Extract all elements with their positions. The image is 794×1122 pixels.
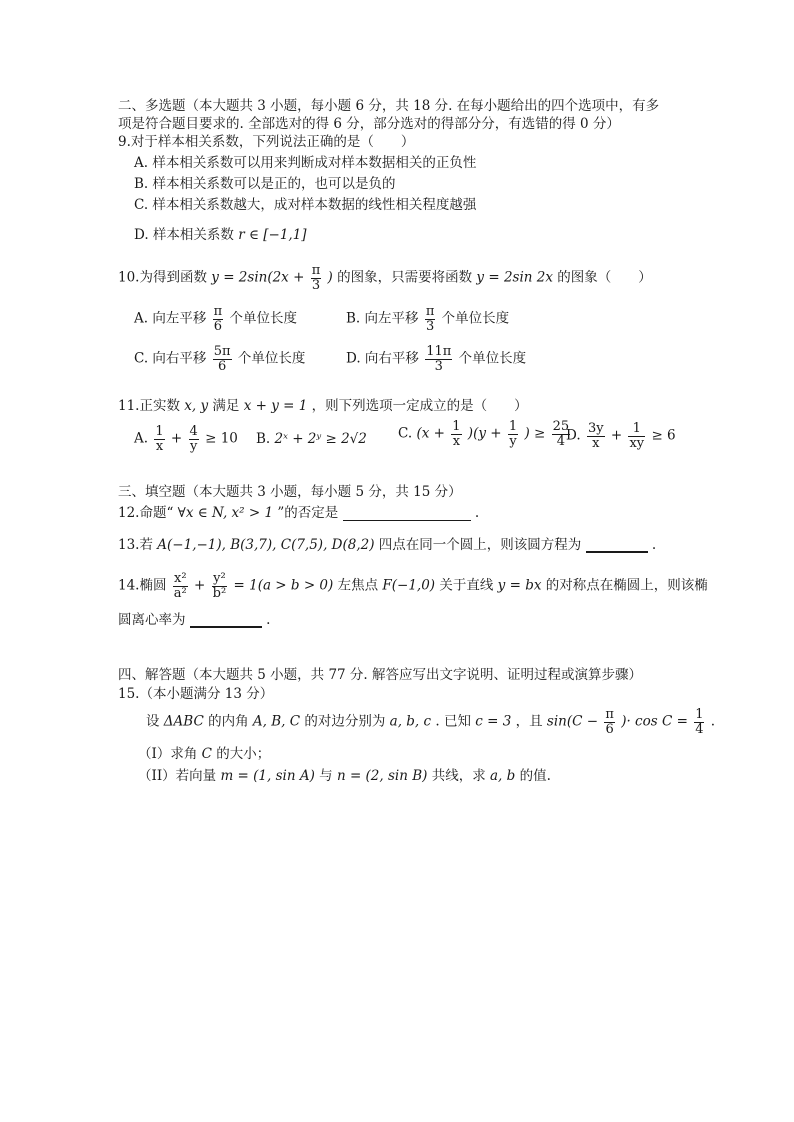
q15-rhs-fraction (694, 708, 704, 736)
q15-stem (146, 708, 715, 736)
q10-suffix: 的图象（ ） (557, 269, 652, 286)
q12-suffix: ”的否定是 (277, 505, 339, 521)
q15-part1-a: （I）求角 (138, 746, 198, 762)
q9-stem: 9.对于样本相关系数，下列说法正确的是（ ） (118, 134, 415, 150)
q10-a-den: 6 (213, 318, 223, 334)
q10-d-den: 3 (434, 358, 443, 374)
q15-sides: a, b, c (389, 713, 432, 730)
q11-c-label: C. (398, 425, 413, 442)
q10-b-label: B. 向左平移 (346, 310, 419, 327)
q10-b-unit: 个单位长度 (441, 310, 510, 327)
q11-option-a (134, 425, 238, 453)
q15-part2-vars: a, b (490, 768, 516, 784)
q9-option-d-prefix: D. 样本相关系数 (134, 227, 234, 243)
q10-d-num: 11π (426, 344, 452, 359)
q10-stem (118, 264, 652, 292)
q11-d-n2: 1 (628, 422, 645, 437)
q10-middle: 的图象，只需要将函数 (337, 269, 473, 286)
q14-mid2: 关于直线 (439, 577, 494, 594)
q15-vec-n: n = (2, sin B) (336, 768, 428, 784)
q11-a-plus: + (170, 430, 183, 447)
section2-header-line2: 项是符合题目要求的. 全部选对的得 6 分，部分选对的得部分分，有选错的得 0 分） (118, 116, 620, 132)
q9-option-d-math: r ∈ [−1,1] (238, 227, 307, 243)
q11-a-rest: ≥ 10 (205, 430, 238, 447)
q10-func1-b: ) (327, 269, 333, 286)
q10-d-label: D. 向右平移 (346, 350, 419, 367)
q14-n2: y² (213, 571, 226, 586)
q11-d-plus: + (610, 427, 623, 444)
q10-a-label: A. 向左平移 (134, 310, 207, 327)
q15-stem-a: 设 (146, 713, 160, 730)
q11-stem-b: 满足 (212, 398, 240, 414)
q10-option-a (134, 305, 297, 333)
q10-b-den: 3 (425, 318, 435, 334)
q15-expr-den: 6 (605, 721, 614, 737)
q10-d-fraction (425, 345, 452, 373)
q10-option-b (346, 305, 509, 333)
q11-d-frac1 (587, 422, 605, 450)
q14-prefix: 14.椭圆 (118, 577, 167, 594)
q11-option-b (256, 431, 367, 447)
q15-angles: A, B, C (252, 713, 301, 730)
q13 (118, 537, 656, 553)
q10-c-fraction (213, 345, 232, 373)
q9-option-a: A. 样本相关系数可以用来判断成对样本数据相关的正负性 (134, 155, 477, 171)
q10-b-fraction (425, 305, 436, 333)
q11-a-frac2 (189, 425, 199, 453)
q13-prefix: 13.若 (118, 537, 153, 553)
q15-rhs-num: 1 (695, 707, 704, 722)
q15-stem-c: 的对边分别为 (304, 713, 386, 730)
q10-c-label: C. 向右平移 (134, 350, 207, 367)
q9-option-d (134, 227, 307, 243)
q15-expr-b: )· cos C = (621, 713, 688, 730)
q11-c-d2: y (509, 433, 517, 449)
q14-line: y = bx (497, 577, 542, 594)
q10-option-c (134, 345, 305, 373)
q10-func1-num: π (311, 263, 321, 278)
q14-frac1 (173, 572, 188, 600)
q12-end: . (474, 505, 480, 521)
q11-d-label: D. (566, 427, 581, 444)
q14-eq: = 1(a > b > 0) (233, 577, 334, 594)
q9-option-c: C. 样本相关系数越大，成对样本数据的线性相关程度越强 (134, 197, 477, 213)
q11-a-label: A. (134, 430, 149, 447)
q10-b-num: π (425, 304, 435, 319)
q10-a-unit: 个单位长度 (229, 310, 297, 327)
q11-a-n2: 4 (189, 424, 198, 439)
q11-c-b: )(y + (467, 425, 502, 442)
q11-a-d2: y (189, 438, 198, 454)
q15-vec-m: m = (1, sin A) (220, 768, 315, 784)
q10-d-unit: 个单位长度 (458, 350, 527, 367)
q10-a-num: π (213, 304, 223, 319)
q14-line1 (118, 572, 708, 600)
q15-expr-a: sin(C − (546, 713, 599, 730)
q13-points: A(−1,−1), B(3,7), C(7,5), D(8,2) (157, 537, 375, 553)
q11-d-n1: 3y (587, 421, 604, 436)
q15-part2 (138, 768, 551, 784)
q10-c-unit: 个单位长度 (237, 350, 306, 367)
q15-expr-fraction (604, 708, 615, 736)
q15-part2-a: （II）若向量 (138, 768, 217, 784)
q14-answer-blank[interactable] (190, 625, 262, 628)
q15-end: . (710, 713, 716, 730)
q11-a-d1: x (155, 438, 164, 454)
q15-expr-num: π (605, 707, 614, 722)
q11-c-frac2 (508, 420, 518, 448)
q11-option-c (398, 420, 572, 448)
q11-b-label: B. (256, 431, 271, 447)
q11-c-frac1 (451, 420, 461, 448)
q10-func1-den: 3 (311, 277, 321, 293)
q14-d2: b² (212, 585, 227, 601)
q9-option-b: B. 样本相关系数可以是正的，也可以是负的 (134, 176, 396, 192)
q11-vars: x, y (184, 398, 209, 414)
section3-header: 三、填空题（本大题共 3 小题，每小题 5 分，共 15 分） (118, 484, 462, 500)
q11-cond: x + y = 1 (243, 398, 308, 414)
section4-header: 四、解答题（本大题共 5 小题，共 77 分. 解答应写出文字说明、证明过程或演算步骤） (118, 667, 643, 683)
q14-end: . (266, 612, 271, 628)
q10-c-den: 6 (218, 358, 227, 374)
q10-c-num: 5π (213, 344, 231, 359)
q14-line2 (118, 612, 270, 628)
q14-plus: + (194, 577, 206, 594)
q14-n1: x² (173, 571, 187, 586)
q15-stem-b: 的内角 (208, 713, 249, 730)
q13-end: . (651, 537, 657, 553)
q11-d-d1: x (592, 435, 600, 451)
q10-a-fraction (213, 305, 224, 333)
q10-option-d (346, 345, 526, 373)
q11-option-d (566, 422, 676, 450)
q10-func1-a: y = 2sin(2x + (211, 269, 305, 286)
q14-suffix: 的对称点在椭圆上，则该椭 (545, 577, 708, 594)
q11-a-n1: 1 (155, 424, 164, 439)
q15-part2-c: 共线，求 (431, 768, 486, 784)
q15-stem-e: ，且 (515, 713, 543, 730)
q11-d-rest: ≥ 6 (651, 427, 676, 444)
q13-answer-blank[interactable] (586, 550, 648, 553)
q12-answer-blank[interactable] (343, 519, 471, 521)
q13-suffix: 四点在同一个圆上，则该圆方程为 (378, 537, 582, 553)
q15-part2-b: 与 (319, 768, 333, 784)
q11-d-frac2 (628, 422, 645, 450)
q11-stem-a: 11.正实数 (118, 398, 180, 414)
q15-part1 (138, 746, 270, 762)
q15-part1-var: C (201, 746, 212, 762)
q11-c-n1: 1 (452, 419, 461, 434)
q15-title: 15.（本小题满分 13 分） (118, 686, 274, 702)
q12-math: ∀x ∈ N, x² > 1 (177, 505, 274, 521)
q15-part2-d: 的值. (519, 768, 551, 784)
q15-tri: ΔABC (163, 713, 204, 730)
q11-c-n3: 25 (552, 419, 570, 434)
q11-c-c: ) ≥ (524, 425, 546, 442)
q11-a-frac1 (154, 425, 164, 453)
q11-c-a: (x + (416, 425, 445, 442)
q11-c-d3: 4 (556, 433, 566, 449)
q12-prefix: 12.命题“ (118, 505, 174, 521)
q11-b-text: 2ˣ + 2ʸ ≥ 2√2 (274, 431, 367, 447)
q15-stem-d: . 已知 (435, 713, 471, 730)
q11-stem-c: ，则下列选项一定成立的是（ ） (311, 398, 528, 414)
q15-part1-b: 的大小； (216, 746, 271, 762)
q11-c-n2: 1 (508, 419, 518, 434)
q10-prefix: 10.为得到函数 (118, 269, 207, 286)
q14-frac2 (212, 572, 228, 600)
q14-mid: 左焦点 (337, 577, 379, 594)
q12 (118, 505, 479, 521)
q14-focus: F(−1,0) (382, 577, 436, 594)
q11-stem (118, 398, 528, 414)
q15-c-val: c = 3 (475, 713, 512, 730)
q15-rhs-den: 4 (695, 721, 704, 737)
q10-func1-fraction (311, 264, 322, 292)
q10-func2: y = 2sin 2x (476, 269, 553, 286)
q11-c-d1: x (452, 433, 461, 449)
q14-d1: a² (173, 585, 187, 601)
q11-d-d2: xy (629, 435, 645, 451)
q14-line2-text: 圆离心率为 (118, 612, 186, 628)
section2-header-line1: 二、多选题（本大题共 3 小题，每小题 6 分，共 18 分. 在每小题给出的四个选项中，有多 (118, 98, 660, 114)
